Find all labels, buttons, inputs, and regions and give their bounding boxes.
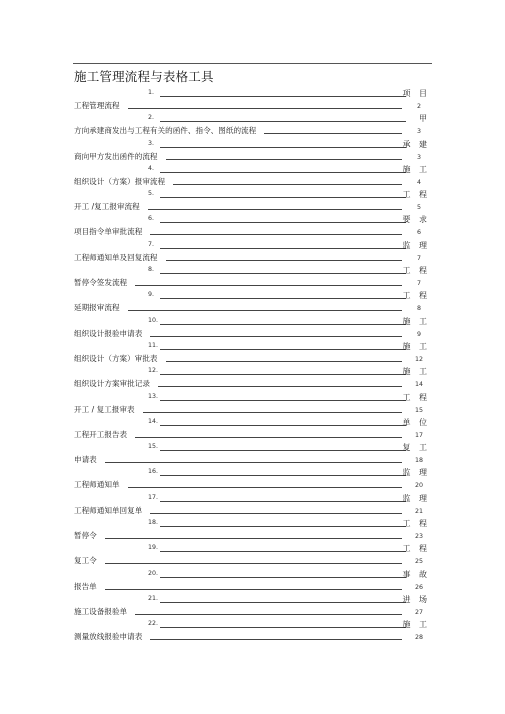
toc-entry-second-line	[74, 252, 430, 264]
toc-leader-line	[160, 96, 406, 97]
toc-leader-line	[135, 437, 402, 438]
toc-entry-second-line	[74, 479, 430, 491]
toc-entry[interactable]	[74, 290, 430, 315]
toc-entry-number: 22.	[148, 620, 159, 628]
toc-entry-first-line	[74, 265, 430, 277]
toc-entry-number: 2.	[148, 114, 155, 122]
toc-leader-line	[128, 108, 402, 109]
toc-leader-line	[160, 147, 406, 148]
toc-page-number: 4	[416, 178, 421, 186]
toc-entry-first-line	[74, 392, 430, 404]
toc-entry[interactable]	[74, 569, 430, 594]
toc-leader-line	[160, 577, 406, 578]
toc-entry[interactable]	[74, 493, 430, 518]
toc-leader-line	[160, 248, 406, 249]
toc-leader-line	[160, 400, 406, 401]
toc-entry-title: 延期报审流程	[74, 302, 124, 313]
toc-entry-title-start: 监 理	[402, 240, 430, 250]
toc-entry-title: 工程师通知单	[74, 479, 124, 490]
toc-page-number: 7	[416, 280, 421, 288]
toc-entry-first-line	[74, 518, 430, 530]
toc-leader-line	[160, 298, 406, 299]
page-title: 施工管理流程与表格工具	[74, 69, 214, 84]
toc-entry[interactable]	[74, 341, 430, 366]
toc-entry-first-line	[74, 139, 430, 151]
toc-entry-title-start: 项 目	[402, 89, 430, 98]
toc-entry-number: 10.	[148, 316, 159, 324]
toc-entry-title-start: 施 工	[402, 620, 430, 630]
toc-leader-line	[160, 349, 406, 350]
toc-entry-number: 9.	[148, 291, 155, 299]
toc-entry-title: 组织设计方案审批记录	[74, 378, 154, 389]
toc-entry-second-line	[74, 100, 430, 112]
toc-entry-second-line	[74, 201, 430, 213]
toc-entry-title-start: 事 故	[402, 569, 430, 579]
toc-leader-line	[160, 197, 406, 198]
toc-entry[interactable]	[74, 316, 430, 341]
toc-entry-number: 13.	[148, 392, 159, 400]
toc-entry-title: 暂停令	[74, 530, 101, 541]
toc-entry-number: 17.	[148, 493, 159, 501]
toc-leader-line	[160, 551, 406, 552]
toc-leader-line	[160, 526, 406, 527]
toc-entry-first-line	[74, 88, 430, 100]
toc-leader-line	[160, 425, 406, 426]
toc-leader-line	[128, 310, 402, 311]
toc-entry-second-line	[74, 125, 430, 137]
toc-leader-line	[160, 501, 406, 502]
toc-leader-line	[105, 538, 402, 539]
toc-entry[interactable]	[74, 619, 430, 644]
toc-entry-second-line	[74, 530, 430, 542]
toc-entry-title-start: 甲	[419, 114, 430, 124]
toc-entry[interactable]	[74, 442, 430, 467]
toc-leader-line	[160, 273, 406, 274]
toc-page-number: 26	[414, 583, 423, 591]
toc-page-number: 27	[414, 608, 423, 616]
toc-leader-line	[160, 222, 406, 223]
toc-entry-number: 16.	[148, 468, 159, 476]
toc-leader-line	[158, 386, 402, 387]
table-of-contents	[74, 88, 430, 645]
toc-entry-first-line	[74, 189, 430, 201]
toc-entry-second-line	[74, 176, 430, 188]
toc-entry-first-line	[74, 240, 430, 252]
toc-leader-line	[160, 450, 406, 451]
toc-entry-second-line	[74, 404, 430, 416]
toc-leader-line	[150, 513, 402, 514]
toc-entry-second-line	[74, 606, 430, 618]
toc-entry-second-line	[74, 505, 430, 517]
toc-entry[interactable]	[74, 113, 430, 138]
toc-entry-number: 11.	[148, 341, 159, 349]
toc-entry-title: 组织设计（方案）报审流程	[74, 176, 169, 187]
toc-leader-line	[150, 234, 402, 235]
toc-entry-title-start: 施 工	[402, 164, 430, 174]
toc-entry-title: 方向承建商发出与工程有关的函件、指令、图纸的流程	[74, 125, 260, 136]
toc-entry-number: 8.	[148, 266, 155, 274]
toc-leader-line	[160, 475, 406, 476]
toc-page-number: 14	[414, 381, 423, 389]
toc-leader-line	[166, 361, 402, 362]
toc-entry-first-line	[74, 543, 430, 555]
toc-leader-line	[105, 563, 402, 564]
toc-entry-first-line	[74, 569, 430, 581]
toc-entry-title-start: 工 程	[402, 266, 430, 276]
toc-entry-second-line	[74, 555, 430, 567]
toc-entry-first-line	[74, 316, 430, 328]
toc-entry-number: 15.	[148, 443, 159, 451]
toc-entry-first-line	[74, 442, 430, 454]
toc-leader-line	[166, 159, 402, 160]
toc-entry[interactable]	[74, 392, 430, 417]
toc-entry-title: 开工 / 复工报审表	[74, 404, 139, 415]
toc-page-number: 23	[414, 533, 423, 541]
toc-entry-title: 测量放线报验申请表	[74, 631, 146, 642]
toc-entry-second-line	[74, 277, 430, 289]
toc-entry-first-line	[74, 164, 430, 176]
toc-entry-first-line	[74, 619, 430, 631]
toc-entry-title: 施工设备报验单	[74, 606, 131, 617]
toc-page-number: 17	[414, 431, 423, 439]
toc-leader-line	[160, 172, 406, 173]
toc-page-number: 7	[416, 254, 421, 262]
toc-entry[interactable]	[74, 240, 430, 265]
toc-entry-title: 商向甲方发出函件的流程	[74, 151, 162, 162]
toc-entry-number: 12.	[148, 367, 159, 375]
toc-entry-title-start: 工 程	[402, 291, 430, 301]
toc-entry-title: 开工 /复工报审流程	[74, 201, 144, 212]
toc-entry-title-start: 工 程	[402, 392, 430, 402]
toc-page-number: 25	[414, 558, 423, 566]
toc-entry-second-line	[74, 454, 430, 466]
toc-entry-second-line	[74, 631, 430, 643]
toc-entry-number: 4.	[148, 164, 155, 172]
toc-page-number: 20	[414, 482, 423, 490]
toc-entry-title-start: 复 工	[402, 443, 430, 453]
toc-entry-title: 工程管理流程	[74, 100, 124, 111]
toc-leader-line	[135, 614, 402, 615]
toc-entry[interactable]	[74, 467, 430, 492]
toc-entry-title: 报告单	[74, 581, 101, 592]
toc-leader-line	[160, 374, 406, 375]
toc-leader-line	[160, 627, 406, 628]
toc-entry-title: 复工令	[74, 555, 101, 566]
toc-page-number: 21	[414, 507, 423, 515]
toc-entry-title-start: 工 程	[402, 519, 430, 529]
toc-entry-title-start: 要 求	[402, 215, 430, 225]
toc-entry-title: 工程开工报告表	[74, 429, 131, 440]
toc-entry[interactable]	[74, 366, 430, 391]
toc-entry-title: 工程师通知单及回复流程	[74, 252, 162, 263]
toc-leader-line	[105, 589, 402, 590]
toc-entry-title: 组织设计（方案）审批表	[74, 353, 162, 364]
toc-leader-line	[150, 336, 402, 337]
toc-page-number: 28	[414, 634, 423, 642]
toc-entry-title-start: 监 理	[402, 468, 430, 478]
toc-page-number: 12	[414, 355, 423, 363]
toc-leader-line	[160, 121, 406, 122]
toc-entry-first-line	[74, 366, 430, 378]
toc-leader-line	[105, 462, 402, 463]
toc-entry-first-line	[74, 594, 430, 606]
header-rule	[73, 63, 432, 64]
toc-entry-title: 组织设计报验申请表	[74, 328, 146, 339]
toc-entry-title-start: 承 建	[402, 139, 430, 149]
toc-page-number: 15	[414, 406, 423, 414]
toc-leader-line	[128, 487, 402, 488]
toc-entry-title-start: 施 工	[402, 367, 430, 377]
toc-entry-second-line	[74, 429, 430, 441]
toc-entry-first-line	[74, 417, 430, 429]
toc-page-number: 8	[416, 305, 421, 313]
toc-entry-title-start: 单 位	[402, 417, 430, 427]
toc-page-number: 6	[416, 229, 421, 237]
toc-leader-line	[135, 285, 402, 286]
toc-leader-line	[160, 324, 406, 325]
toc-entry-title-start: 工 程	[402, 544, 430, 554]
toc-page-number: 3	[416, 153, 421, 161]
toc-page-number: 18	[414, 457, 423, 465]
toc-leader-line	[166, 260, 402, 261]
toc-entry[interactable]	[74, 518, 430, 543]
toc-page-number: 2	[416, 103, 421, 110]
toc-entry-second-line	[74, 328, 430, 340]
toc-entry-number: 5.	[148, 190, 155, 198]
toc-entry[interactable]	[74, 543, 430, 568]
toc-entry-number: 14.	[148, 417, 159, 425]
toc-leader-line	[173, 184, 402, 185]
toc-entry-number: 21.	[148, 594, 159, 602]
toc-entry-title: 项目指令单审批流程	[74, 226, 146, 237]
toc-entry-second-line	[74, 378, 430, 390]
toc-page-number: 5	[416, 204, 421, 212]
toc-leader-line	[264, 133, 402, 134]
toc-entry-first-line	[74, 214, 430, 226]
toc-entry[interactable]	[74, 164, 430, 189]
toc-entry-first-line	[74, 341, 430, 353]
toc-entry-number: 7.	[148, 240, 155, 248]
toc-entry-first-line	[74, 113, 430, 125]
toc-entry-second-line	[74, 581, 430, 593]
toc-entry-title-start: 施 工	[402, 341, 430, 351]
toc-entry[interactable]	[74, 139, 430, 164]
toc-entry-number: 18.	[148, 519, 159, 527]
toc-entry-first-line	[74, 467, 430, 479]
toc-page-number: 3	[416, 128, 421, 136]
toc-entry-first-line	[74, 493, 430, 505]
toc-leader-line	[150, 639, 402, 640]
toc-leader-line	[160, 602, 406, 603]
toc-entry-title: 工程师通知单回复单	[74, 505, 146, 516]
toc-entry[interactable]	[74, 88, 430, 113]
toc-page-number: 9	[416, 330, 421, 338]
toc-entry-second-line	[74, 226, 430, 238]
toc-entry[interactable]	[74, 417, 430, 442]
toc-entry[interactable]	[74, 214, 430, 239]
toc-entry-number: 19.	[148, 544, 159, 552]
toc-entry-title: 申请表	[74, 454, 101, 465]
toc-leader-line	[148, 209, 402, 210]
toc-entry-number: 20.	[148, 569, 159, 577]
toc-leader-line	[143, 412, 402, 413]
toc-entry-first-line	[74, 290, 430, 302]
toc-entry[interactable]	[74, 594, 430, 619]
toc-entry-second-line	[74, 302, 430, 314]
toc-entry-number: 1.	[148, 89, 155, 96]
toc-entry-number: 3.	[148, 139, 155, 147]
toc-entry-number: 6.	[148, 215, 155, 223]
toc-entry-title: 暂停令签发流程	[74, 277, 131, 288]
toc-entry-title-start: 工 程	[402, 190, 430, 200]
toc-entry-second-line	[74, 151, 430, 163]
toc-entry[interactable]	[74, 265, 430, 290]
toc-entry-title-start: 监 理	[402, 493, 430, 503]
toc-entry[interactable]	[74, 189, 430, 214]
toc-entry-title-start: 进 场	[402, 594, 430, 604]
toc-entry-second-line	[74, 353, 430, 365]
toc-entry-title-start: 施 工	[402, 316, 430, 326]
